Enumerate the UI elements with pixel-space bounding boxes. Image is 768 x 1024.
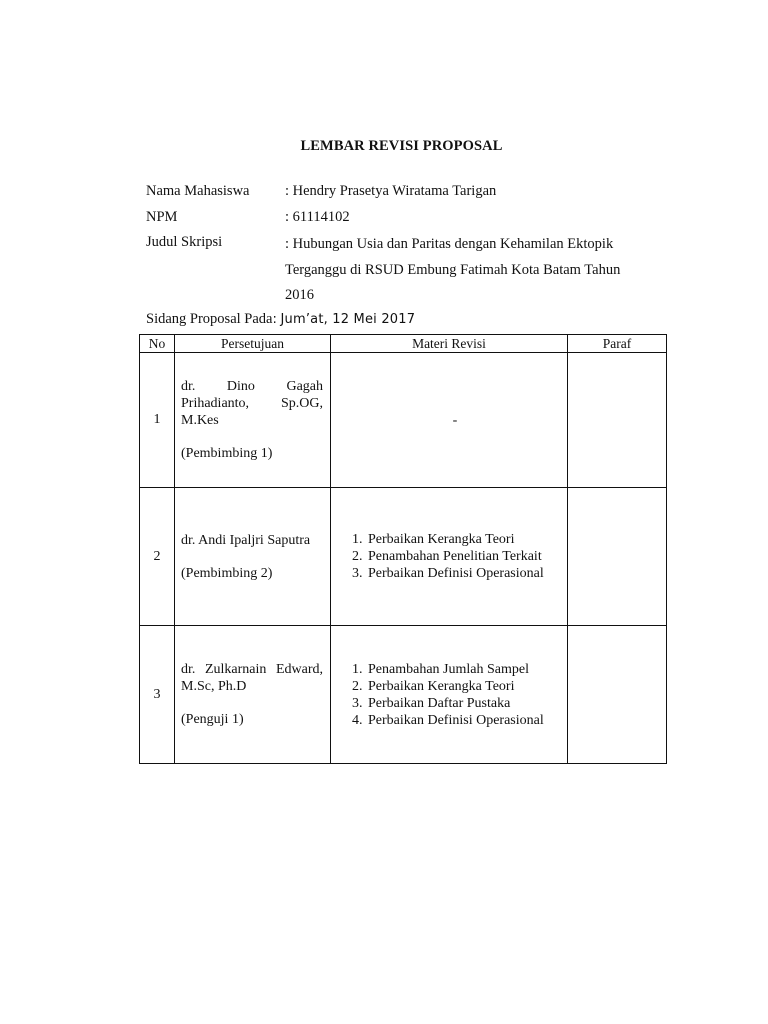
paraf-cell <box>568 626 667 764</box>
materi-revisi-cell <box>331 626 568 764</box>
table-row <box>140 488 667 626</box>
header-no: No <box>140 335 175 353</box>
table-header-row <box>140 335 667 353</box>
field-npm-value: : 61114102 <box>285 209 350 225</box>
judul-line-1: : Hubungan Usia dan Paritas dengan Kehamilan Ektopik <box>285 236 614 252</box>
header-materi-revisi: Materi Revisi <box>331 335 568 353</box>
field-judul-label: Judul Skripsi <box>146 234 223 250</box>
paraf-cell <box>568 488 667 626</box>
table-row <box>140 626 667 764</box>
materi-list <box>349 661 561 729</box>
examiner-role: (Penguji 1) <box>181 712 244 727</box>
judul-line-2: Terganggu di RSUD Embung Fatimah Kota Batam Tahun <box>285 261 621 278</box>
document-title: LEMBAR REVISI PROPOSAL <box>300 138 503 154</box>
field-nama <box>146 181 658 201</box>
field-judul-value <box>285 232 658 309</box>
row-number: 3 <box>140 626 175 764</box>
materi-item: 2. Perbaikan Kerangka Teori <box>366 678 561 695</box>
materi-item: 2. Penambahan Penelitian Terkait <box>366 548 561 565</box>
materi-item: 4. Perbaikan Definisi Operasional <box>366 712 561 729</box>
table-row <box>140 353 667 488</box>
revision-table <box>139 334 667 764</box>
persetujuan-cell <box>175 353 331 488</box>
field-npm-label: NPM <box>146 209 178 225</box>
sidang-separator: : <box>272 312 277 327</box>
materi-revisi-cell <box>331 353 568 488</box>
persetujuan-cell <box>175 626 331 764</box>
materi-revisi-cell <box>331 488 568 626</box>
sidang-date: Jum’at, 12 Mei 2017 <box>280 312 416 327</box>
materi-item: 1. Penambahan Jumlah Sampel <box>366 661 561 678</box>
materi-list <box>349 531 561 582</box>
row-number: 2 <box>140 488 175 626</box>
field-nama-label: Nama Mahasiswa <box>146 183 250 199</box>
field-npm <box>146 207 658 227</box>
examiner-name: dr. Andi Ipaljri Saputra <box>181 532 311 548</box>
examiner-role: (Pembimbing 2) <box>181 565 273 581</box>
judul-line-3: 2016 <box>285 287 314 303</box>
materi-item: 1. Perbaikan Kerangka Teori <box>366 531 561 548</box>
sidang-line <box>146 309 415 330</box>
materi-item: 3. Perbaikan Definisi Operasional <box>366 565 561 582</box>
header-persetujuan: Persetujuan <box>175 335 331 353</box>
materi-empty-dash: - <box>452 412 458 428</box>
paraf-cell <box>568 353 667 488</box>
examiner-role: (Pembimbing 1) <box>181 446 273 461</box>
materi-item: 3. Perbaikan Daftar Pustaka <box>366 695 561 712</box>
row-number: 1 <box>140 353 175 488</box>
sidang-label: Sidang Proposal Pada <box>146 311 273 327</box>
examiner-name: dr. Dino Gagah Prihadianto, Sp.OG, M.Kes <box>181 379 323 428</box>
persetujuan-cell <box>175 488 331 626</box>
examiner-name: dr. Zulkarnain Edward, M.Sc, Ph.D <box>181 662 323 694</box>
header-paraf: Paraf <box>568 335 667 353</box>
field-nama-value: : Hendry Prasetya Wiratama Tarigan <box>285 183 497 199</box>
